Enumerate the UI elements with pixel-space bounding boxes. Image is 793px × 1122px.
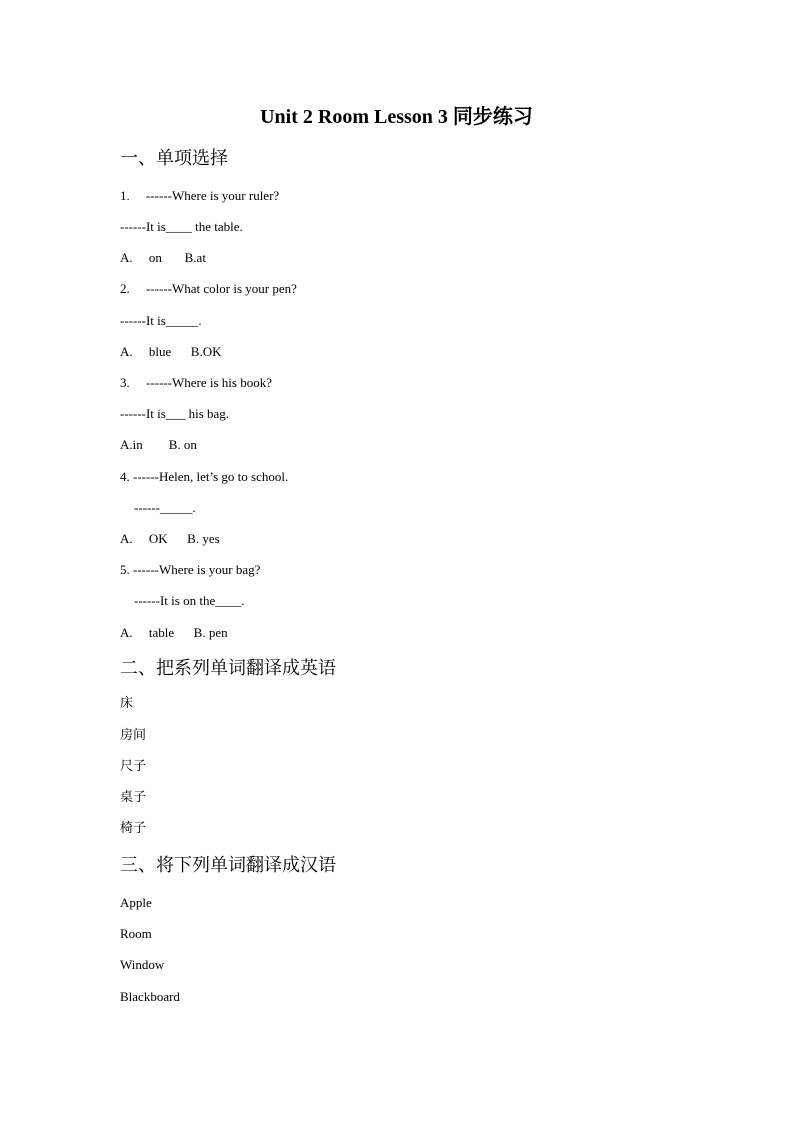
word-item: Room — [120, 926, 152, 941]
question-5-options: A. table B. pen — [120, 625, 228, 640]
word-item: 椅子 — [120, 821, 147, 836]
question-3-prompt: 3. ------Where is his book? — [120, 375, 272, 390]
page-title: Unit 2 Room Lesson 3 同步练习 — [260, 106, 533, 128]
word-item: 桌子 — [120, 790, 147, 805]
section-heading-translate-to-chinese: 三、将下列单词翻译成汉语 — [120, 855, 336, 876]
question-2-options: A. blue B.OK — [120, 344, 222, 359]
question-1-prompt: 1. ------Where is your ruler? — [120, 188, 280, 203]
word-item: Window — [120, 957, 165, 972]
word-item: Blackboard — [120, 989, 180, 1004]
question-3-answer-line: ------It is___ his bag. — [120, 406, 230, 421]
question-2-prompt: 2. ------What color is your pen? — [120, 281, 297, 296]
word-item: Apple — [120, 895, 152, 910]
word-item: 尺子 — [120, 759, 147, 774]
question-5-answer-line: ------It is on the____. — [134, 593, 245, 608]
question-4-answer-line: ------_____. — [134, 500, 196, 515]
question-2-answer-line: ------It is_____. — [120, 313, 202, 328]
section-heading-translate-to-english: 二、把系列单词翻译成英语 — [120, 658, 336, 679]
question-1-answer-line: ------It is____ the table. — [120, 219, 243, 234]
question-4-options: A. OK B. yes — [120, 531, 220, 546]
section-heading-multiple-choice: 一、单项选择 — [120, 148, 228, 169]
question-4-prompt: 4. ------Helen, let’s go to school. — [120, 469, 289, 484]
question-5-prompt: 5. ------Where is your bag? — [120, 562, 261, 577]
word-item: 床 — [120, 696, 134, 711]
question-3-options: A.in B. on — [120, 437, 197, 452]
word-item: 房间 — [120, 728, 147, 743]
question-1-options: A. on B.at — [120, 250, 206, 265]
